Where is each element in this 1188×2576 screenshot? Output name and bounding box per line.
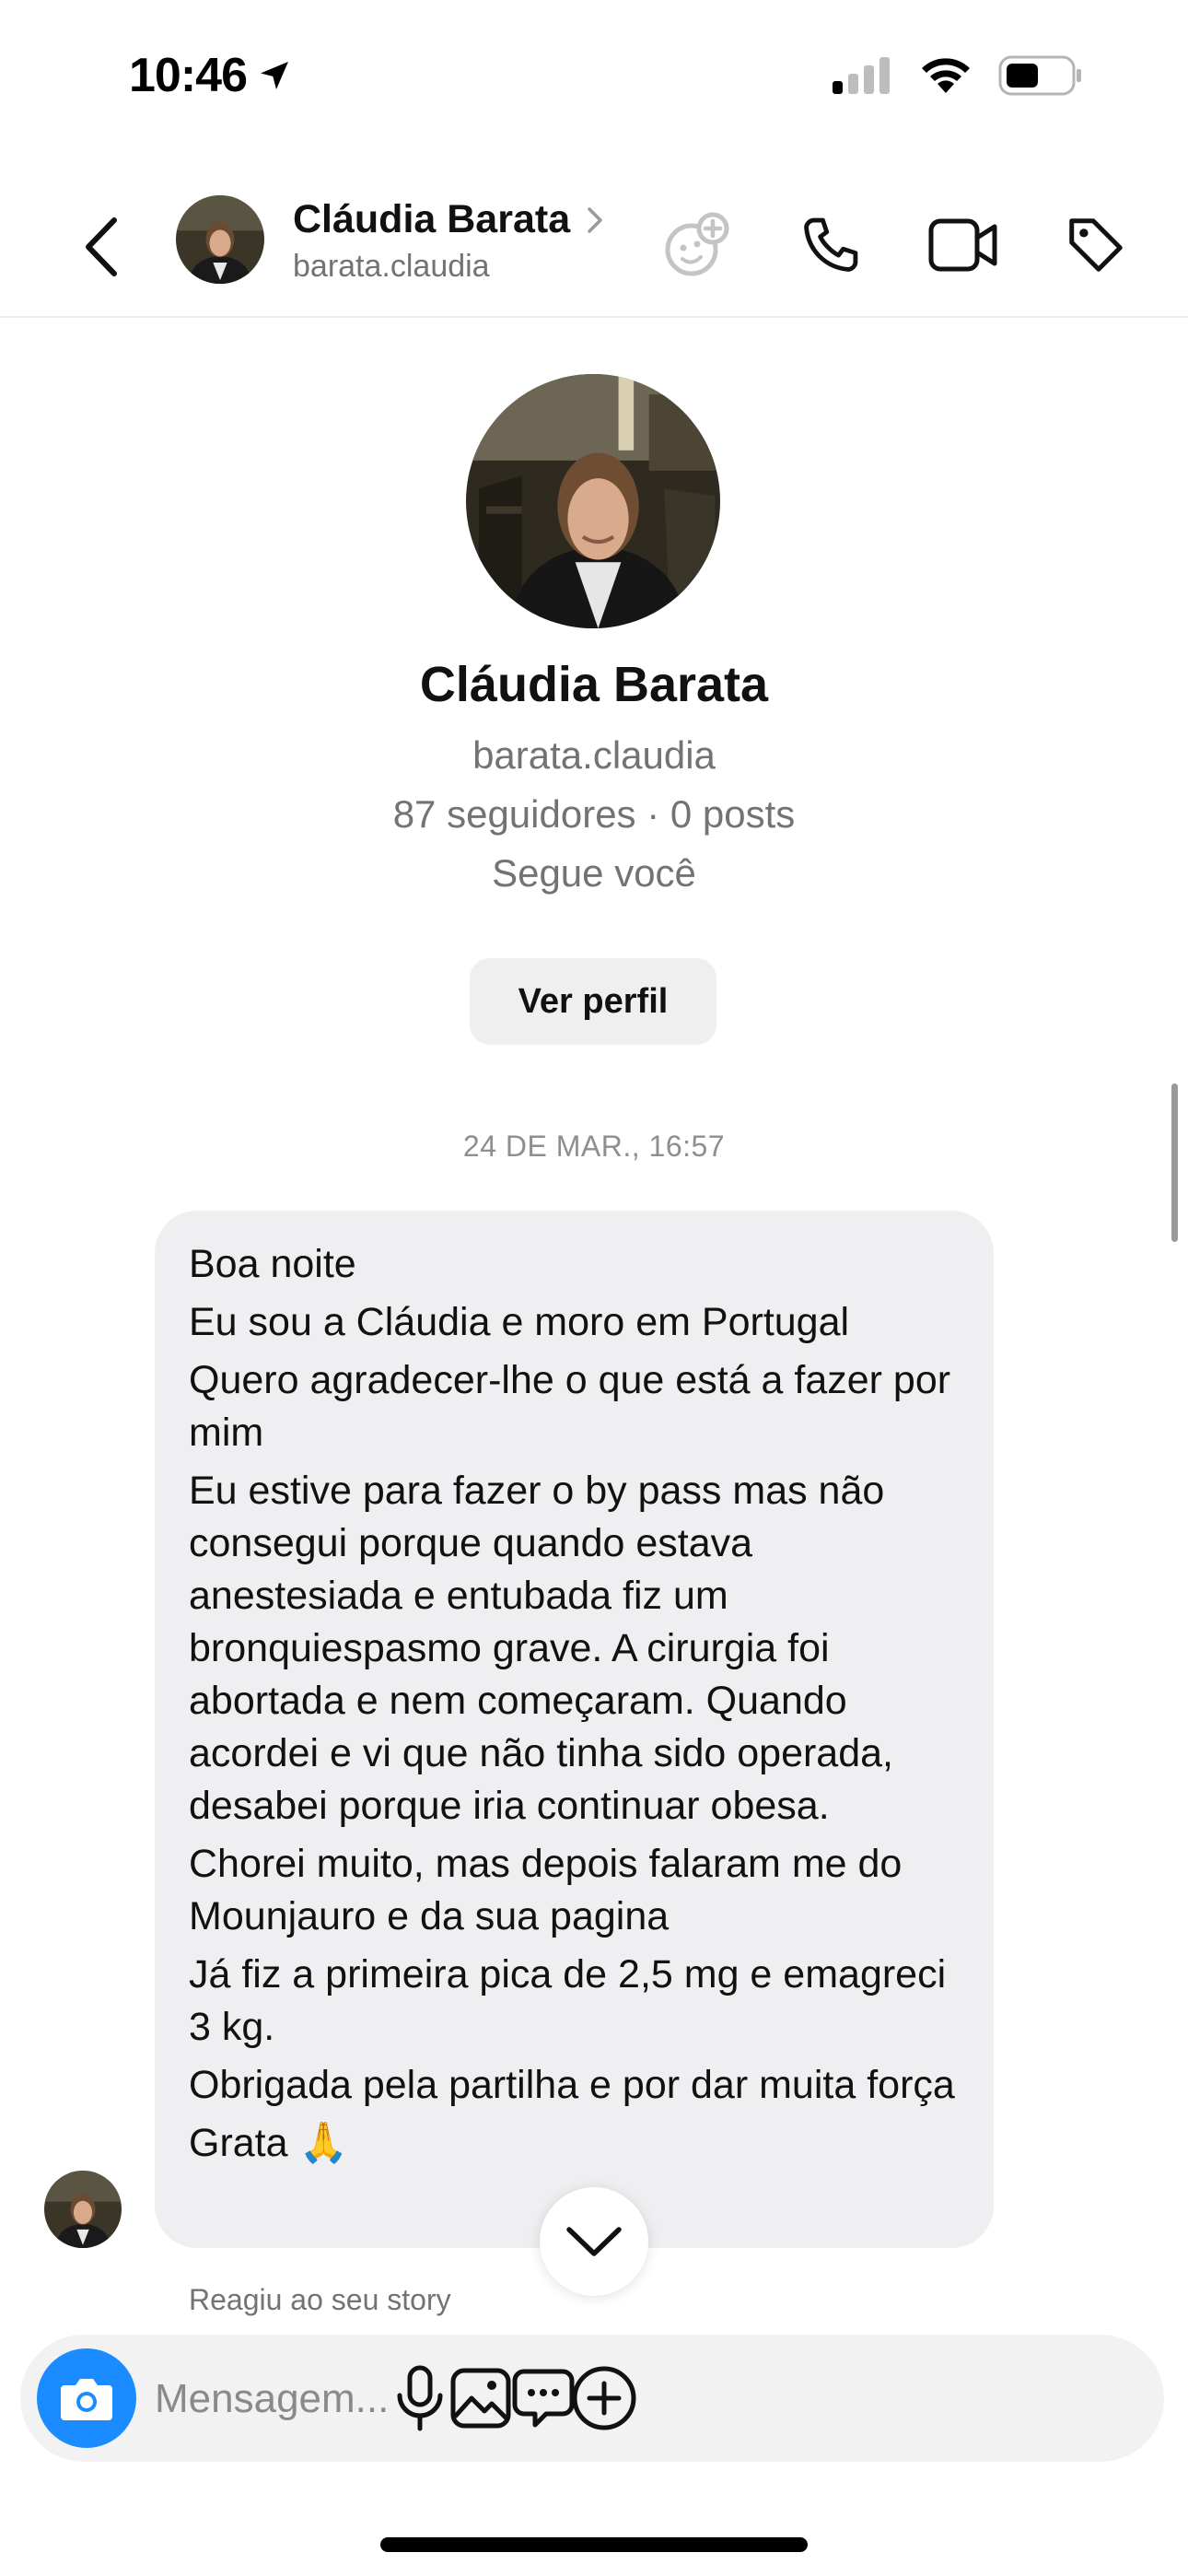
camera-icon <box>59 2374 114 2422</box>
more-options-button[interactable] <box>565 2359 643 2437</box>
message-line: Quero agradecer-lhe o que está a fazer por mim <box>189 1358 951 1455</box>
message-line: Eu estive para fazer o by pass mas não consegui porque quando estava anestesiada e entubada fiz um bronquiespasmo grave. A cirurgia foi abortada e nem começaram. Quando acordei e vi que não tinha sido operada, desabei porque iria continuar obesa. <box>189 1469 893 1828</box>
tag-icon <box>1064 213 1128 277</box>
wifi-icon <box>919 56 973 95</box>
scrollbar[interactable] <box>1171 1083 1178 1242</box>
status-bar-indicators <box>833 55 1083 96</box>
video-camera-icon <box>928 216 998 275</box>
plus-icon <box>571 2365 637 2431</box>
header-avatar[interactable] <box>176 195 264 284</box>
message-line: Grata 🙏 <box>189 2121 349 2165</box>
header-contact-handle: barata.claudia <box>293 249 490 284</box>
sender-avatar-photo <box>44 2171 122 2248</box>
add-sticker-button[interactable] <box>659 208 733 282</box>
signal-icon <box>833 57 893 94</box>
header-name-text: Cláudia Barata <box>293 197 571 241</box>
profile-name: Cláudia Barata <box>419 657 769 712</box>
story-reaction-note: Reagiu ao seu story <box>189 2283 451 2316</box>
home-indicator[interactable] <box>380 2537 808 2552</box>
message-line: Boa noite <box>189 1242 356 1286</box>
message-line: Eu sou a Cláudia e moro em Portugal <box>189 1300 850 1344</box>
message-line: Obrigada pela partilha e por dar muita força <box>189 2063 955 2107</box>
message-line: Chorei muito, mas depois falaram me do Mounjauro e da sua pagina <box>189 1842 903 1938</box>
microphone-icon <box>392 2364 448 2432</box>
profile-photo <box>466 374 720 628</box>
call-button[interactable] <box>794 208 868 282</box>
chat-header <box>0 175 1188 318</box>
sender-avatar[interactable] <box>44 2171 122 2248</box>
message-line: Já fiz a primeira pica de 2,5 mg e emagreci 3 kg. <box>189 1952 947 2049</box>
chevron-down-icon <box>565 2225 623 2258</box>
phone-icon <box>799 214 862 276</box>
message-composer <box>20 2335 1164 2462</box>
profile-avatar[interactable] <box>466 374 720 628</box>
message-timestamp: 24 DE MAR., 16:57 <box>462 1130 726 1163</box>
add-sticker-icon <box>662 211 730 279</box>
camera-button[interactable] <box>37 2348 136 2448</box>
view-profile-button[interactable]: Ver perfil <box>470 958 716 1045</box>
message-bubble[interactable] <box>155 1211 994 2248</box>
avatar-photo <box>176 195 264 284</box>
header-contact-name[interactable] <box>293 197 603 242</box>
status-bar-time <box>129 48 293 103</box>
chevron-right-icon <box>587 206 603 234</box>
scroll-to-bottom-button[interactable] <box>540 2187 648 2296</box>
back-button[interactable] <box>74 210 129 284</box>
gallery-icon <box>449 2367 512 2430</box>
tag-button[interactable] <box>1059 208 1133 282</box>
location-arrow-icon <box>256 57 293 94</box>
video-call-button[interactable] <box>926 208 1000 282</box>
back-chevron-icon <box>83 217 120 277</box>
battery-icon <box>998 55 1083 96</box>
profile-handle: barata.claudia <box>472 733 716 777</box>
status-time-text: 10:46 <box>129 49 247 102</box>
profile-stats: 87 seguidores · 0 posts <box>392 792 796 836</box>
profile-follow-status: Segue você <box>492 851 696 895</box>
